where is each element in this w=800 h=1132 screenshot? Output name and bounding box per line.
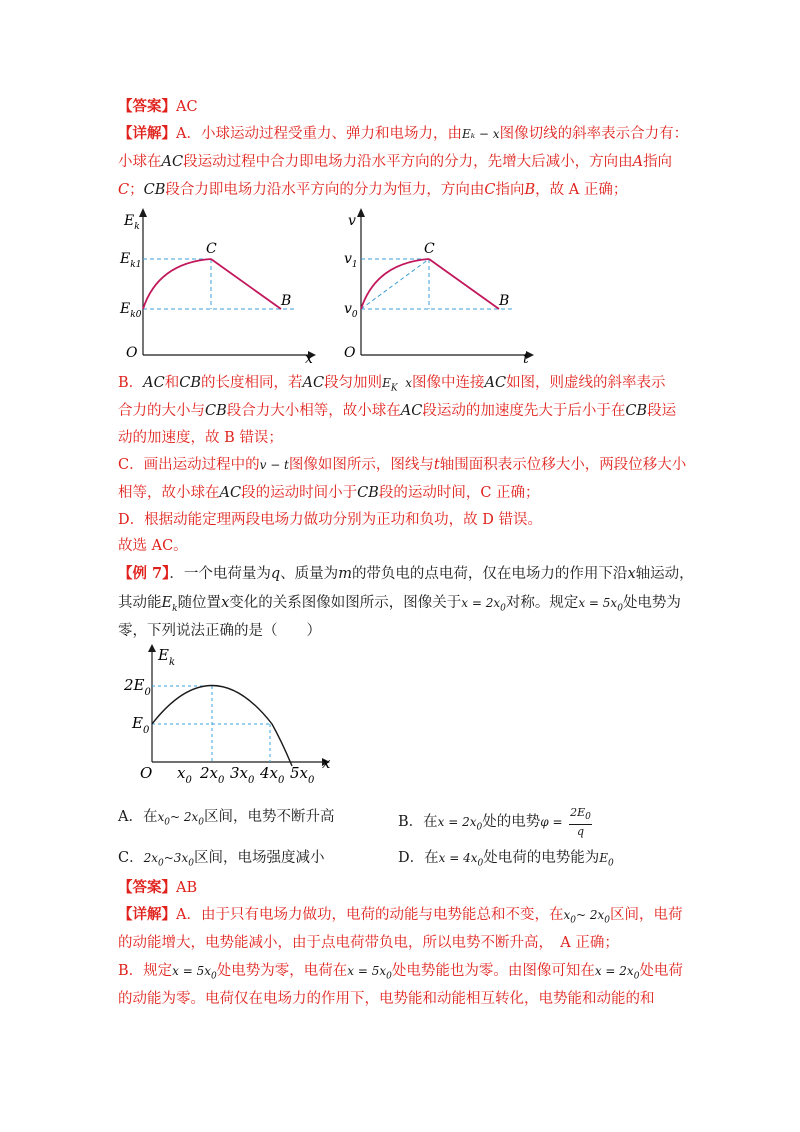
detail-tag: 【详解】: [118, 125, 176, 142]
detail-text: 段合力即电场力沿水平方向的分力为恒力，方向由: [165, 182, 485, 198]
answer-tag: 【答案】: [118, 879, 176, 896]
ek-x-graph: [118, 205, 318, 365]
formula: x: [405, 376, 412, 390]
detail-text: 小球在: [118, 154, 162, 170]
detail2-line-4: 的动能为零。电荷仅在电场力的作用下，电势能和动能相互转化，电势能和动能的和: [118, 991, 655, 1007]
detail-b-line-1: [118, 372, 698, 399]
point-label: B: [524, 182, 536, 198]
x-label-x0: $x_0$: [177, 764, 192, 786]
detail2-line-2: 的动能增大，电势能减小，由于点电荷带负电，所以电势不断升高， A 正确；: [118, 935, 619, 951]
x-label-4x0: $4x_0$: [260, 764, 285, 786]
answer-tag: 【答案】: [118, 98, 176, 115]
segment-label: AC: [143, 375, 165, 391]
detail-text: 和: [164, 375, 180, 391]
detail-b-line-2: [118, 400, 698, 422]
option-b[interactable]: B．在$x = 2x_0$处的电势φ = $\frac{2E_0}{q}$: [398, 806, 591, 839]
answer-line-2: [118, 877, 698, 899]
point-b-label: B: [281, 293, 292, 309]
detail-c-line-2: [118, 482, 698, 504]
detail-text: 段运动的加速度先大于后小于在: [422, 403, 626, 419]
detail-text: 轴围面积表示位移大小，两段位移大小: [439, 457, 687, 473]
x-label-2x0: $2x_0$: [200, 764, 225, 786]
detail-b-line-3: 动的加速度，故 B 错误；: [118, 430, 283, 446]
detail-a-line-3: [118, 179, 698, 201]
axis-label: t: [433, 457, 440, 473]
v0-label: $v_0$: [344, 301, 358, 320]
point-label: C: [484, 182, 496, 198]
y-axis-label: $E_k$: [124, 213, 140, 232]
detail-text: 图像切线的斜率表示合力有：: [499, 126, 689, 142]
detail-c-line-1: [118, 454, 698, 476]
y-axis-label: $E_k$: [158, 646, 176, 668]
formula: v − t: [259, 458, 289, 472]
detail-text: 段运动过程中合力即电场力沿水平方向的分力，先增大后减小，方向由: [183, 154, 633, 170]
x-axis-label: t: [523, 351, 529, 367]
segment-label: CB: [179, 375, 201, 391]
segment-label: AC: [302, 375, 325, 391]
detail-text: 段运: [647, 403, 677, 419]
detail-text: 段的运动时间小于: [241, 485, 358, 501]
detail-text: ；: [129, 182, 144, 198]
point-c-label: C: [424, 241, 435, 257]
detail-text: 指向: [643, 154, 673, 170]
detail-text: 图像中连接: [411, 375, 485, 391]
detail-text: 图像如图所示，图线与: [288, 457, 434, 473]
segment-label: AC: [161, 154, 184, 170]
x-label-3x0: $3x_0$: [230, 764, 255, 786]
segment-label: AC: [219, 485, 242, 501]
point-label: C: [118, 182, 130, 198]
y-label-2e0: $2E_0$: [124, 676, 151, 698]
option-c[interactable]: C．$2x_0\sim 3x_0$区间，电场强度减小: [118, 850, 325, 869]
example-tag: 【例 7】: [118, 565, 170, 582]
point-c-label: C: [206, 241, 217, 257]
answer-line-1: [118, 96, 698, 118]
detail-text: A．小球运动过程受重力、弹力和电场力，由: [176, 126, 462, 142]
detail-a-line-2: [118, 151, 698, 173]
detail-text: 如图，则虚线的斜率表示: [506, 375, 666, 391]
detail-text: 段合力大小相等，故小球在: [226, 403, 401, 419]
answer-value: AC: [176, 99, 198, 115]
detail-a-line-1: [118, 123, 698, 145]
detail-tag: 【详解】: [118, 906, 176, 923]
segment-label: CB: [143, 182, 166, 198]
detail2-line-3: B．规定$x = 5x_0$处电势为零，电荷在$x = 5x_0$处电势能也为零。由图像可知在$x = 2x_0$处电荷: [118, 963, 683, 982]
detail-text: C．画出运动过程中的: [118, 457, 260, 473]
origin-label: O: [126, 345, 138, 361]
ek-x-graph-example7: [122, 642, 352, 792]
y-axis-label: v: [348, 213, 356, 229]
option-d[interactable]: D．在$x = 4x_0$处电荷的电势能为$E_0$: [398, 850, 614, 869]
segment-label: CB: [625, 403, 648, 419]
formula: $E_K$: [382, 376, 398, 394]
segment-label: AC: [484, 375, 507, 391]
segment-label: CB: [205, 403, 227, 419]
x-axis-label: x: [305, 351, 313, 367]
example7-line-1: 【例 7】．一个电荷量为q、质量为m的带负电的点电荷，仅在电场力的作用下沿x轴运动，: [118, 565, 694, 582]
origin-label: O: [140, 764, 153, 782]
option-a[interactable]: A．在$x_0\sim$ $2x_0$区间，电势不断升高: [118, 809, 335, 828]
detail-text: 指向: [495, 182, 525, 198]
x-axis-label: x: [322, 754, 331, 772]
detail-text: 相等，故小球在: [118, 485, 220, 501]
detail-text: 合力的大小与: [118, 403, 205, 419]
point-label: A: [632, 154, 644, 170]
segment-label: AC: [400, 403, 423, 419]
detail-text: B．: [118, 375, 144, 391]
segment-label: CB: [357, 485, 379, 501]
v1-label: $v_1$: [344, 251, 358, 270]
point-b-label: B: [499, 293, 510, 309]
formula: Eₖ − x: [461, 127, 500, 141]
ek1-label: $E_{k1}$: [120, 251, 142, 270]
conclusion-line: 故选 AC。: [118, 538, 188, 554]
detail-text: 段的运动时间，C 正确；: [378, 485, 540, 501]
v-t-graph: [336, 205, 536, 365]
fraction: $\frac{2E_0}{q}$: [570, 806, 591, 839]
x-label-5x0: $5x_0$: [290, 764, 315, 786]
detail-d-line: D．根据动能定理两段电场力做功分别为正功和负功，故 D 错误。: [118, 512, 542, 528]
detail2-line-1: 【详解】A．由于只有电场力做功，电荷的动能与电势能总和不变，在$x_0\sim$ $2x_0$区间，电荷: [118, 906, 683, 926]
ek0-label: $E_{k0}$: [120, 301, 142, 320]
detail-text: 段匀加则: [324, 375, 383, 391]
detail-text: ，故 A 正确；: [535, 182, 628, 198]
example7-line-2: 其动能$E_k$随位置x变化的关系图像如图所示，图像关于$x = 2x_0$对称。规定$x = 5x_0$处电势为: [118, 595, 681, 614]
answer-value: AB: [176, 880, 198, 896]
detail-text: 的长度相同，若: [200, 375, 303, 391]
y-label-e0: $E_0$: [132, 714, 150, 736]
example7-line-3: 零，下列说法正确的是（ ）: [118, 623, 321, 639]
origin-label: O: [344, 345, 356, 361]
